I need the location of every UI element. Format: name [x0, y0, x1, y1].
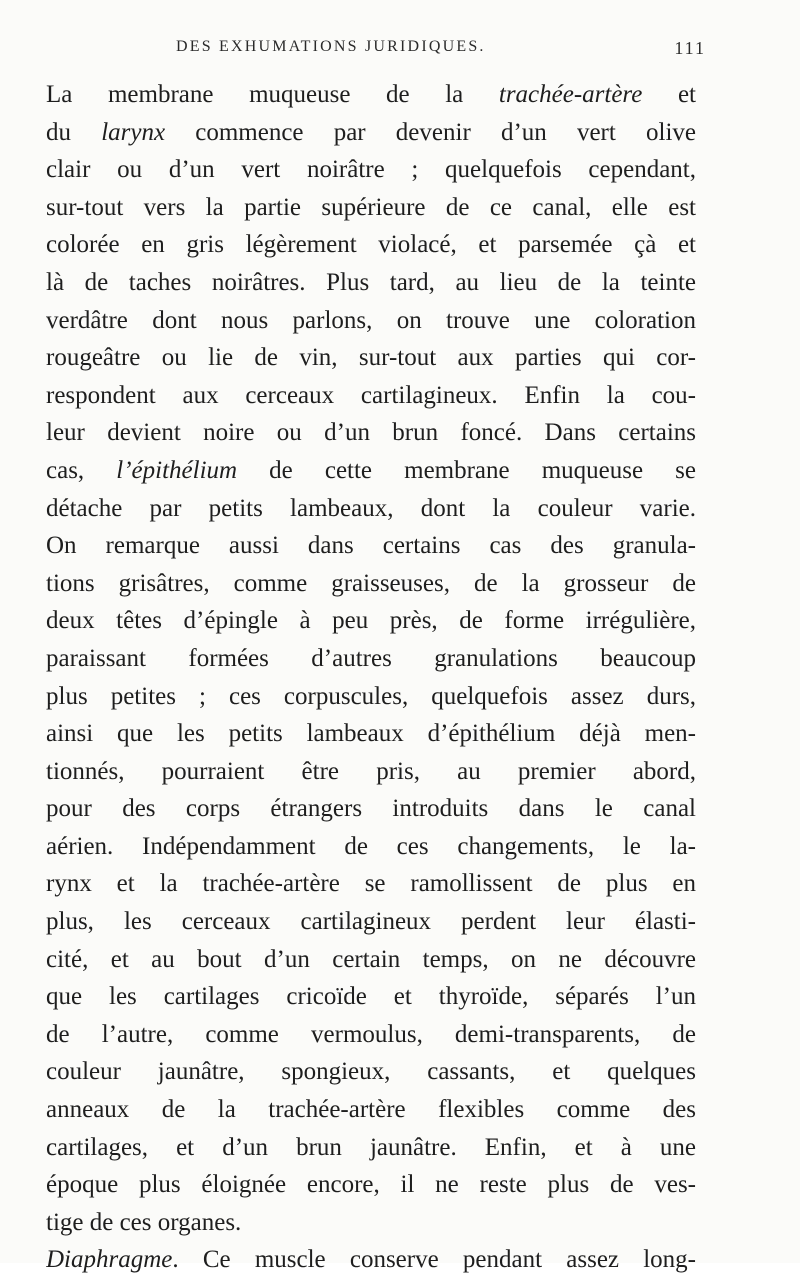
text-line: cité, et au bout d’un certain temps, on ne découvre: [46, 945, 696, 973]
text-line: rougeâtre ou lie de vin, sur-tout aux parties qui cor-: [46, 344, 696, 372]
text-line: cartilages, et d’un brun jaunâtre. Enfin, et à une: [46, 1133, 696, 1161]
text-line: plus petites ; ces corpuscules, quelquefois assez durs,: [46, 682, 696, 710]
text-line: détache par petits lambeaux, dont la couleur varie.: [46, 494, 696, 522]
text-line: On remarque aussi dans certains cas des granula-: [46, 532, 696, 560]
text-line: Diaphragme. Ce muscle conserve pendant assez long-: [46, 1246, 696, 1274]
text-line: plus, les cerceaux cartilagineux perdent leur élasti-: [46, 908, 696, 936]
page-number: 111: [674, 38, 706, 58]
text-line: verdâtre dont nous parlons, on trouve une coloration: [46, 306, 696, 334]
text-line: que les cartilages cricoïde et thyroïde, séparés l’un: [46, 983, 696, 1011]
text-line: tige de ces organes.: [46, 1208, 242, 1236]
body-text: [46, 76, 696, 1279]
text-line: clair ou d’un vert noirâtre ; quelquefois cependant,: [46, 156, 696, 184]
text-line: époque plus éloignée encore, il ne reste plus de ves-: [46, 1171, 696, 1199]
text-line: ainsi que les petits lambeaux d’épithélium déjà men-: [46, 720, 696, 748]
text-line: de l’autre, comme vermoulus, demi-transparents, de: [46, 1020, 696, 1048]
text-line: là de taches noirâtres. Plus tard, au lieu de la teinte: [46, 268, 696, 296]
text-line: pour des corps étrangers introduits dans le canal: [46, 795, 696, 823]
text-line: sur-tout vers la partie supérieure de ce canal, elle est: [46, 193, 696, 221]
text-line: anneaux de la trachée-artère flexibles comme des: [46, 1096, 696, 1124]
text-line: paraissant formées d’autres granulations beaucoup: [46, 644, 696, 672]
text-line: colorée en gris légèrement violacé, et parsemée çà et: [46, 231, 696, 259]
text-line: rynx et la trachée-artère se ramollissent de plus en: [46, 870, 696, 898]
text-line: La membrane muqueuse de la trachée-artère et: [46, 81, 696, 108]
text-line: du larynx commence par devenir d’un vert olive: [46, 118, 696, 146]
text-line: deux têtes d’épingle à peu près, de forme irrégulière,: [46, 607, 696, 635]
text-line: cas, l’épithélium de cette membrane muqueuse se: [46, 456, 696, 484]
page-header: [46, 38, 706, 68]
text-line: leur devient noire ou d’un brun foncé. Dans certains: [46, 419, 696, 447]
text-line: tionnés, pourraient être pris, au premier abord,: [46, 757, 696, 785]
text-line: tions grisâtres, comme graisseuses, de la grosseur de: [46, 569, 696, 597]
text-line: aérien. Indépendamment de ces changements, le la-: [46, 832, 696, 860]
running-head: DES EXHUMATIONS JURIDIQUES.: [176, 38, 486, 55]
text-line: respondent aux cerceaux cartilagineux. Enfin la cou-: [46, 381, 696, 409]
text-line: couleur jaunâtre, spongieux, cassants, et quelques: [46, 1058, 696, 1086]
